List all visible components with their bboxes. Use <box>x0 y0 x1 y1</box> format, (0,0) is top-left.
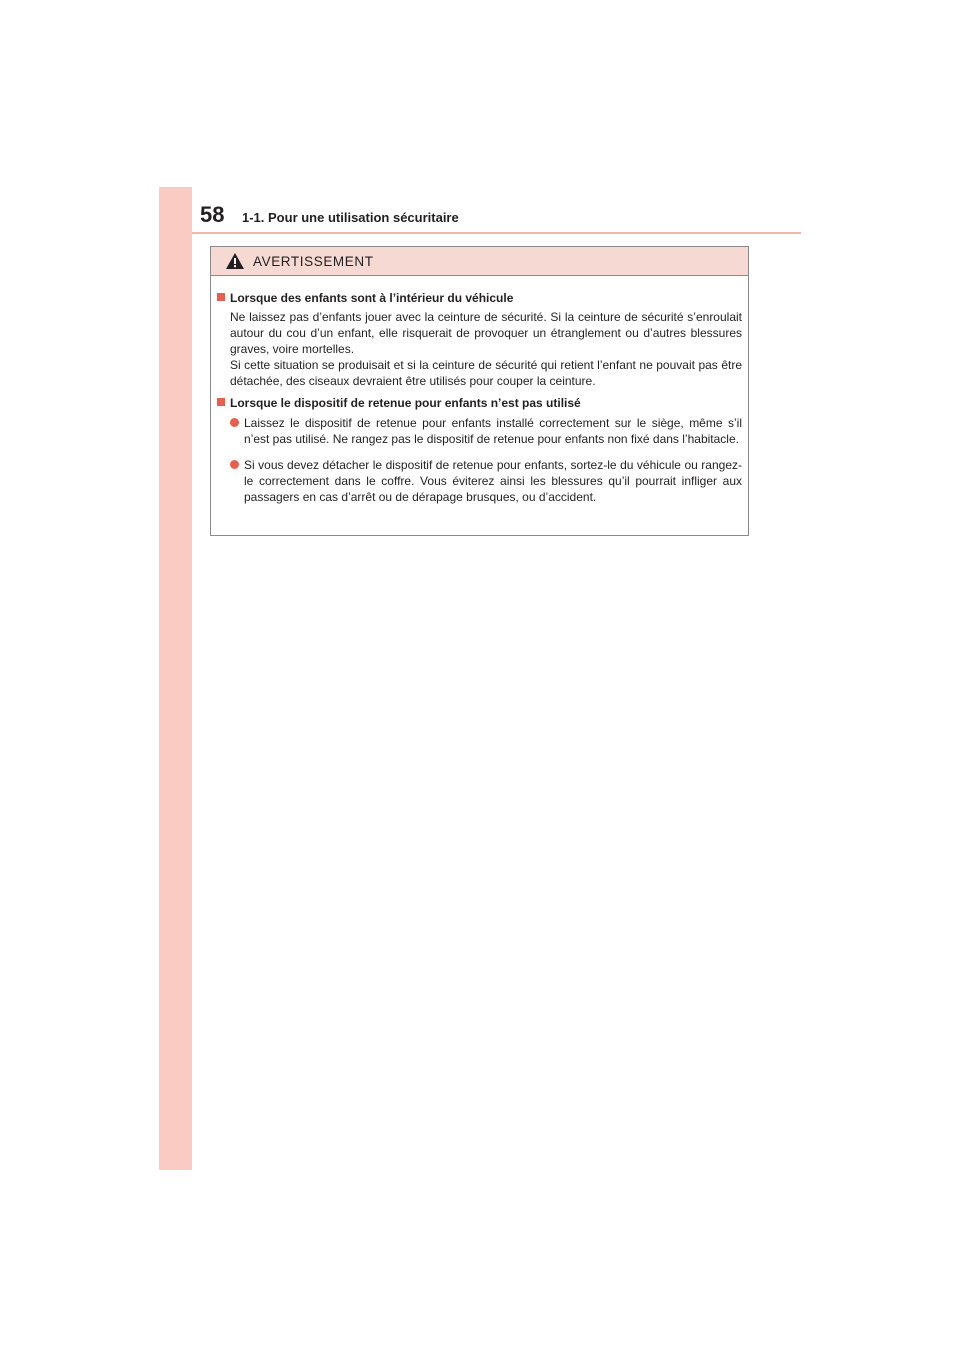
warning-box <box>210 246 749 536</box>
round-bullet-icon <box>230 460 239 469</box>
section-heading <box>217 395 742 411</box>
section-title: 1-1. Pour une utilisation sécuritaire <box>242 210 459 225</box>
list-item <box>217 457 742 505</box>
paragraph: Si cette situation se produisait et si la ceinture de sécurité qui retient l’enfant ne pouvait pas être détachée, des ciseaux devraient être utilisés pour couper la ceinture. <box>230 358 742 388</box>
round-bullet-icon <box>230 418 239 427</box>
list-item-text: Si vous devez détacher le dispositif de retenue pour enfants, sortez-le du véhicule ou rangez-le correctement dans le coffre. Vous éviterez ainsi les blessures qu’il pourrait infliger aux passagers en cas d’arrêt ou de dérapage brusques, ou d’accident. <box>244 458 742 504</box>
warning-triangle-icon <box>225 252 245 270</box>
page-number: 58 <box>200 202 225 227</box>
section-body <box>217 309 742 389</box>
warning-title: AVERTISSEMENT <box>253 253 374 269</box>
paragraph: Ne laissez pas d’enfants jouer avec la ceinture de sécurité. Si la ceinture de sécurité s’enroulait autour du cou d’un enfant, elle risquerait de provoquer un étranglement ou d’autres blessures graves, voire mortelles. <box>230 310 742 356</box>
warning-content <box>211 276 748 505</box>
chapter-side-tab <box>159 187 192 1170</box>
warning-section-restraint-unused <box>217 395 742 505</box>
header-divider <box>192 232 801 234</box>
list-item-text: Laissez le dispositif de retenue pour enfants installé correctement sur le siège, même s’il n’est pas utilisé. Ne rangez pas le dispositif de retenue pour enfants non fixé dans l’habitacle. <box>244 416 742 446</box>
warning-section-children-inside <box>217 290 742 389</box>
warning-header <box>211 247 748 276</box>
section-heading <box>217 290 742 306</box>
list-item <box>217 415 742 447</box>
square-bullet-icon <box>217 398 225 406</box>
section-heading-text: Lorsque des enfants sont à l’intérieur du véhicule <box>230 291 514 305</box>
square-bullet-icon <box>217 293 225 301</box>
section-heading-text: Lorsque le dispositif de retenue pour enfants n’est pas utilisé <box>230 396 581 410</box>
